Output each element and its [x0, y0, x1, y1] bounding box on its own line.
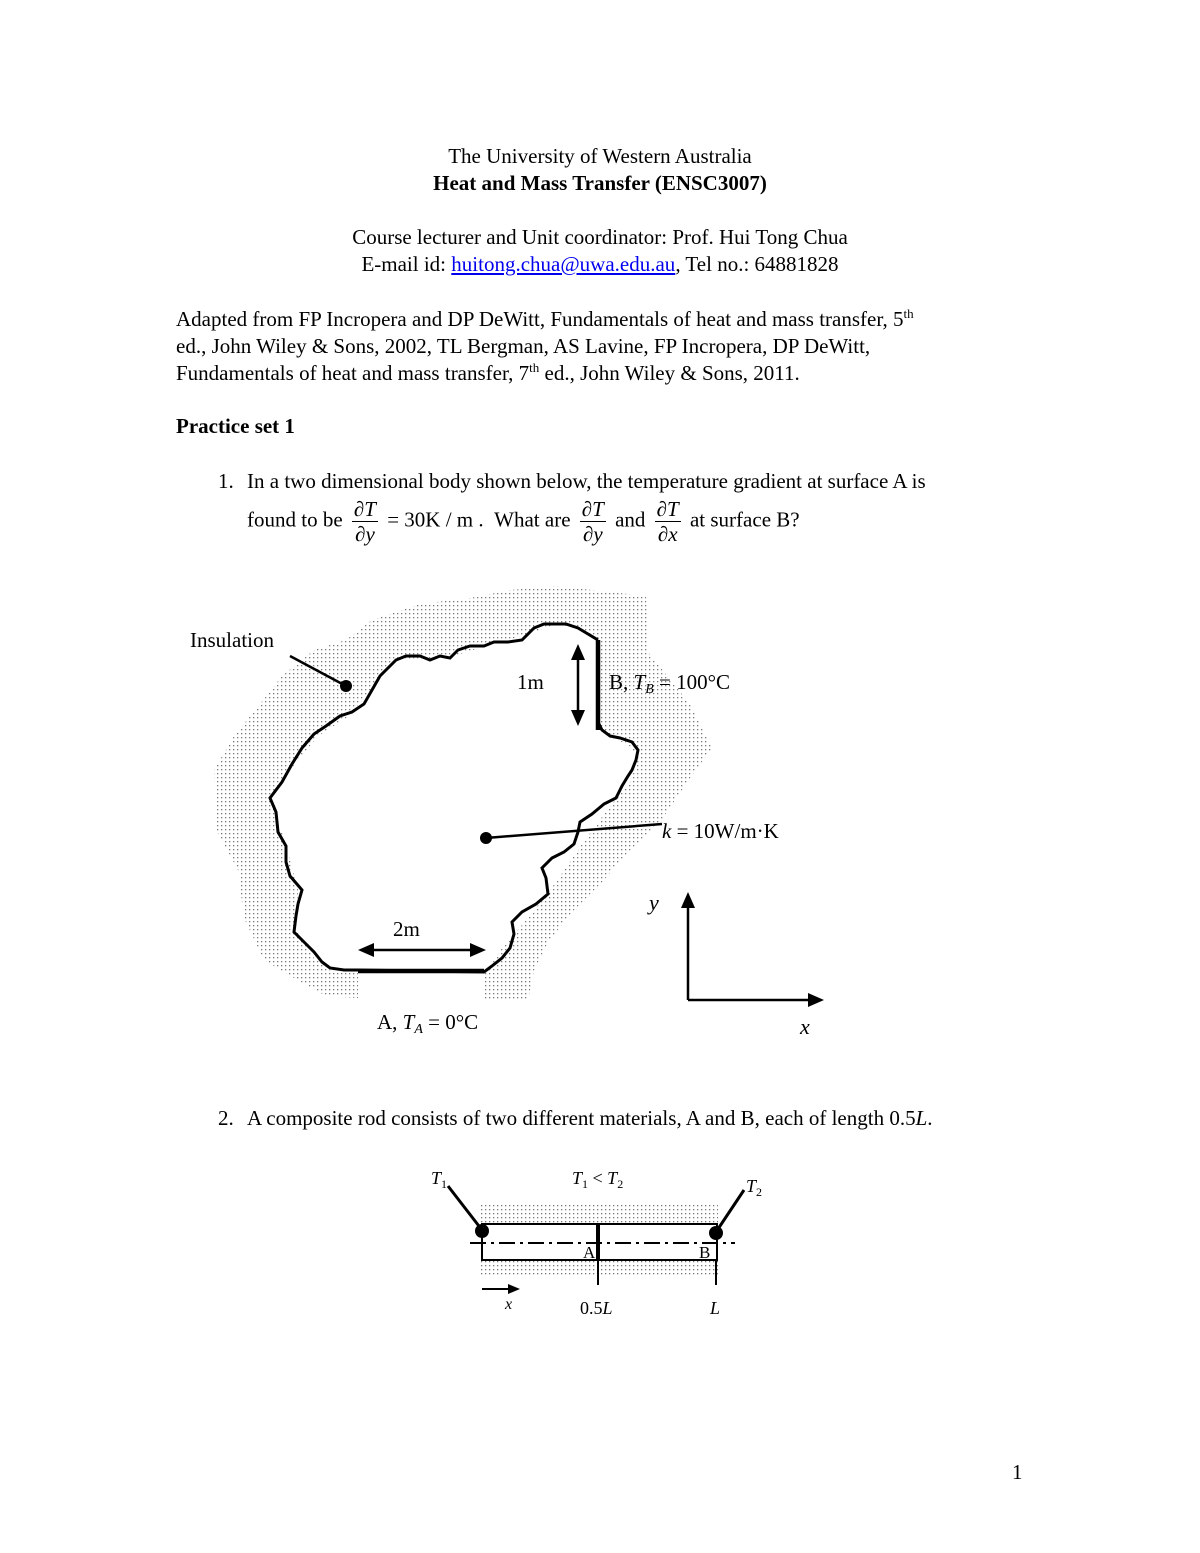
frac2-num: ∂T	[581, 497, 604, 521]
q1-found-to-be: found to be	[247, 507, 343, 532]
k-dot	[480, 832, 492, 844]
conductivity-label: k = 10W/m·K	[662, 819, 779, 843]
x-direction-arrow	[508, 1284, 520, 1294]
tel-text: , Tel no.: 64881828	[675, 252, 839, 276]
q1-line1: In a two dimensional body shown below, the temperature gradient at surface A is	[247, 469, 926, 493]
x-axis-label: x	[800, 1014, 810, 1039]
one-m-arrow-head-up	[571, 644, 585, 660]
material-b-label: B	[699, 1243, 711, 1262]
q1-what-are: What are	[494, 507, 571, 532]
frac2-den: ∂y	[582, 522, 603, 546]
adapted-sup-2: th	[529, 360, 540, 375]
adapted-text-4: ed., John Wiley & Sons, 2011.	[539, 361, 800, 385]
x-axis-arrow	[808, 993, 824, 1007]
t2-leader	[716, 1190, 744, 1232]
rod-insulation-top	[480, 1203, 718, 1224]
fig2-x-label: x	[505, 1296, 513, 1313]
fig2-t2-label: $T_2$	[746, 1176, 763, 1199]
section-title: Practice set 1	[176, 414, 295, 438]
frac3-num: ∂T	[656, 497, 679, 521]
t2-thermocouple	[709, 1226, 723, 1240]
frac3-den: ∂x	[657, 522, 678, 546]
email-label: E-mail id:	[361, 252, 452, 276]
q1-value: = 30K / m .	[387, 507, 484, 532]
two-m-arrow-head-right	[470, 943, 486, 957]
two-m-label: 2m	[393, 917, 420, 941]
email-link[interactable]: huitong.chua@uwa.edu.au	[451, 252, 676, 276]
adapted-sup-1: th	[903, 306, 914, 321]
lecturer-line: Course lecturer and Unit coordinator: Prof. Hui Tong Chua	[352, 225, 848, 249]
course-title: Heat and Mass Transfer (ENSC3007)	[433, 171, 767, 195]
material-a-label: A	[583, 1243, 596, 1262]
university-name: The University of Western Australia	[448, 144, 752, 168]
y-axis-arrow	[681, 892, 695, 908]
q2-period: .	[927, 1106, 933, 1130]
one-m-arrow-head-down	[571, 710, 585, 726]
insulation-dot	[340, 680, 352, 692]
fig2-t1-label: $T_1$	[431, 1168, 448, 1191]
t1-leader	[448, 1186, 482, 1230]
insulation-label: Insulation	[190, 628, 274, 652]
t1-thermocouple	[475, 1224, 489, 1238]
q1-number: 1.	[218, 469, 234, 493]
y-axis-label: y	[649, 890, 659, 915]
surface-b-label: B, TB = 100°C	[609, 670, 731, 697]
frac1-num: ∂T	[353, 497, 376, 521]
l-label: L	[710, 1298, 721, 1318]
two-m-arrow-head-left	[358, 943, 374, 957]
q2-text-body: A composite rod consists of two different materials, A and B, each of length 0.5	[247, 1106, 916, 1130]
adapted-text-1: Adapted from FP Incropera and DP DeWitt, Fundamentals of heat and mass transfer, 5	[176, 307, 904, 331]
q2-number: 2.	[218, 1106, 234, 1130]
q2-l-symbol: L	[915, 1106, 928, 1130]
surface-a-label: A, TA = 0°C	[377, 1010, 479, 1037]
frac1-den: ∂y	[355, 522, 375, 546]
q1-at-surface-b: at surface B?	[689, 507, 800, 532]
fig2-condition: $T_1 < T_2$	[572, 1168, 624, 1191]
one-m-label: 1m	[517, 670, 544, 694]
page-number: 1	[1012, 1460, 1023, 1484]
q2-text	[247, 1105, 1067, 1132]
adapted-text-3: Fundamentals of heat and mass transfer, 7	[176, 361, 530, 385]
adapted-line-2: ed., John Wiley & Sons, 2002, TL Bergman, AS Lavine, FP Incropera, DP DeWitt,	[176, 334, 871, 358]
half-l-label: 0.5L	[580, 1298, 613, 1318]
q1-and: and	[615, 507, 646, 532]
